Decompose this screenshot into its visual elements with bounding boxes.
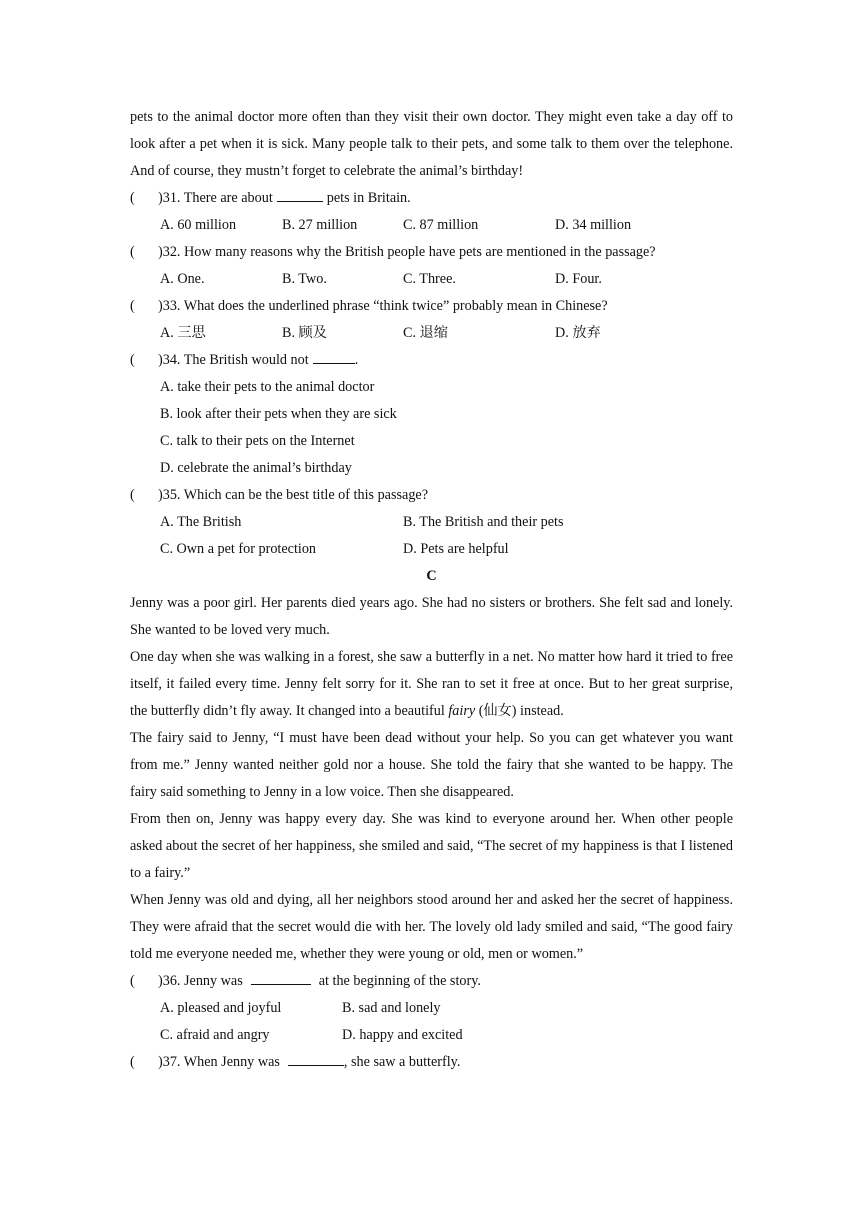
passage-paragraph-2 [130, 644, 733, 725]
question-33-text: )33. What does the underlined phrase “think twice” probably mean in Chinese? [158, 298, 608, 314]
question-36-text-end: at the beginning of the story. [318, 973, 481, 989]
answer-paren: ( [130, 973, 135, 989]
section-c-heading: C [426, 568, 437, 584]
option-a[interactable]: A. take their pets to the animal doctor [160, 379, 375, 395]
question-35 [130, 482, 733, 509]
answer-paren: ( [130, 1054, 135, 1070]
option-d[interactable]: D. celebrate the animal’s birthday [160, 460, 352, 476]
option-a[interactable]: A. pleased and joyful [160, 1000, 282, 1016]
answer-paren: ( [130, 190, 135, 206]
option-c[interactable]: C. talk to their pets on the Internet [160, 433, 355, 449]
option-a[interactable]: A. The British [160, 514, 242, 530]
option-d[interactable]: D. 放弃 [555, 325, 601, 341]
question-36-text: )36. Jenny was [158, 973, 243, 989]
question-34-text: )34. The British would not [158, 352, 309, 368]
option-c[interactable]: C. Own a pet for protection [160, 541, 317, 557]
question-32 [130, 239, 733, 266]
option-c[interactable]: C. 87 million [403, 217, 479, 233]
answer-paren: ( [130, 244, 135, 260]
question-36-options-row2 [130, 1022, 733, 1049]
option-c[interactable]: C. Three. [403, 271, 456, 287]
passage-paragraph-5: When Jenny was old and dying, all her neighbors stood around her and asked her the secret of happiness. They were afraid that the secret would die with her. The lovely old lady smiled and said, “The good fairy told me everyone needed me, whether they were young or old, men or women.” [130, 892, 733, 962]
question-31-text-end: pets in Britain. [326, 190, 411, 206]
question-37 [130, 1049, 733, 1076]
question-31-options [130, 212, 733, 239]
question-34-text-end: . [354, 352, 359, 368]
answer-paren: ( [130, 487, 135, 503]
answer-paren: ( [130, 298, 135, 314]
option-b[interactable]: B. look after their pets when they are sick [160, 406, 397, 422]
answer-blank[interactable] [277, 189, 323, 202]
paragraph-2-text-end: (仙女) instead. [478, 703, 564, 719]
option-b[interactable]: B. 顾及 [282, 325, 327, 341]
option-c[interactable]: C. afraid and angry [160, 1027, 270, 1043]
option-d[interactable]: D. 34 million [555, 217, 632, 233]
question-35-text: )35. Which can be the best title of this passage? [158, 487, 429, 503]
question-36 [130, 968, 733, 995]
option-b[interactable]: B. 27 million [282, 217, 358, 233]
option-d[interactable]: D. happy and excited [342, 1027, 463, 1043]
passage-paragraph-4: From then on, Jenny was happy every day. She was kind to everyone around her. When other people asked about the secret of her happiness, she smiled and said, “The secret of my happiness is that I listened to a fairy.” [130, 811, 733, 881]
question-37-text-end: , she saw a butterfly. [343, 1054, 461, 1070]
question-31 [130, 185, 733, 212]
document-page [130, 104, 733, 1076]
option-a[interactable]: A. 三思 [160, 325, 206, 341]
answer-blank[interactable] [251, 972, 311, 985]
option-b[interactable]: B. Two. [282, 271, 327, 287]
question-31-text: )31. There are about [158, 190, 273, 206]
option-a[interactable]: A. 60 million [160, 217, 237, 233]
intro-paragraph: pets to the animal doctor more often than they visit their own doctor. They might even take a day off to look after a pet when it is sick. Many people talk to their pets, and some talk to them over the telephone. And of course, they mustn’t forget to celebrate the animal’s birthday! [130, 109, 733, 179]
option-d[interactable]: D. Four. [555, 271, 602, 287]
option-d[interactable]: D. Pets are helpful [403, 541, 509, 557]
option-b[interactable]: B. sad and lonely [342, 1000, 441, 1016]
question-32-text: )32. How many reasons why the British people have pets are mentioned in the passage? [158, 244, 656, 260]
question-35-options-row1 [130, 509, 733, 536]
question-33-options [130, 320, 733, 347]
passage-paragraph-1: Jenny was a poor girl. Her parents died years ago. She had no sisters or brothers. She felt sad and lonely. She wanted to be loved very much. [130, 595, 733, 638]
answer-blank[interactable] [288, 1053, 344, 1066]
option-c[interactable]: C. 退缩 [403, 325, 448, 341]
option-a[interactable]: A. One. [160, 271, 205, 287]
fairy-word: fairy [448, 703, 476, 719]
answer-blank[interactable] [313, 351, 355, 364]
question-35-options-row2 [130, 536, 733, 563]
paragraph-2-text: One day when she was walking in a forest, she saw a butterfly in a net. No matter how hard it tried to free itself, it failed every time. Jenny felt sorry for it. She ran to set it free at once. But to her great surprise, the butterfly didn’t fly away. It changed into a beautiful [130, 649, 733, 719]
question-36-options-row1 [130, 995, 733, 1022]
question-32-options [130, 266, 733, 293]
option-b[interactable]: B. The British and their pets [403, 514, 564, 530]
answer-paren: ( [130, 352, 135, 368]
question-37-text: )37. When Jenny was [158, 1054, 280, 1070]
question-34 [130, 347, 733, 374]
passage-paragraph-3: The fairy said to Jenny, “I must have been dead without your help. So you can get whatever you want from me.” Jenny wanted neither gold nor a house. She told the fairy that she wanted to be happy. The fairy said something to Jenny in a low voice. Then she disappeared. [130, 730, 733, 800]
question-33 [130, 293, 733, 320]
